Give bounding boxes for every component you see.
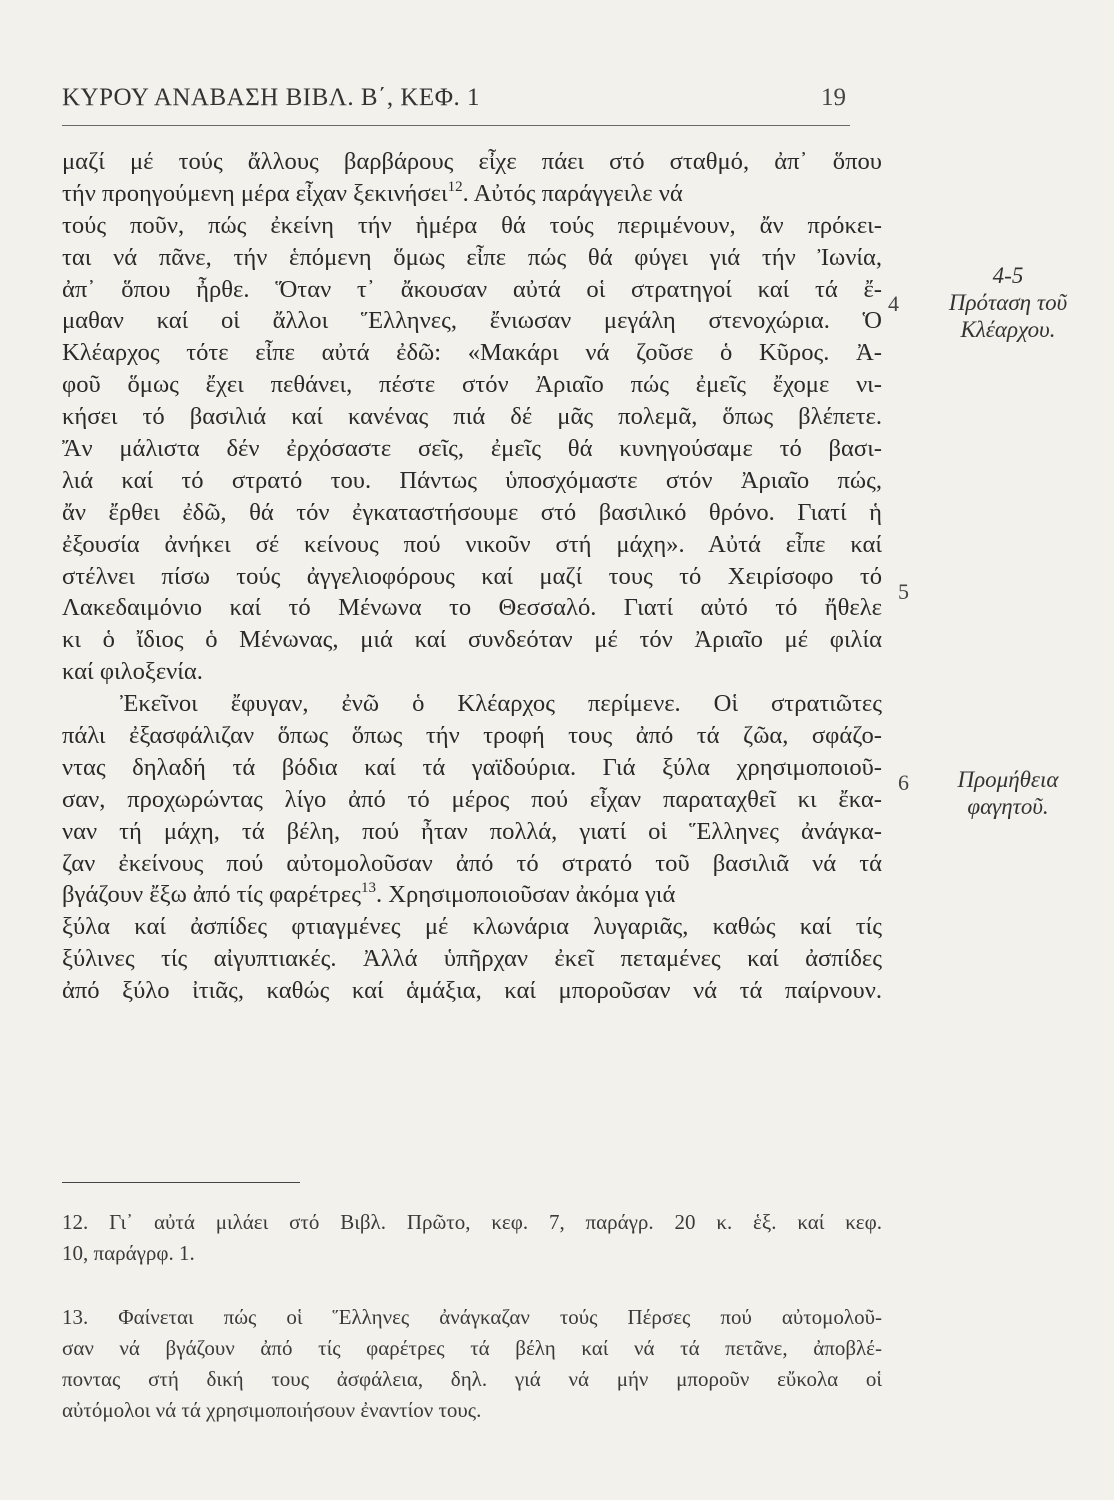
- footnote-line: σαν νά βγάζουν ἀπό τίς φαρέτρες τά βέλη καί νά τά πετᾶνε, ἀποβλέ-: [62, 1336, 882, 1360]
- section-number-6: 6: [898, 770, 909, 795]
- text-line: καί φιλοξενία.: [62, 658, 203, 686]
- text-line: κήσει τό βασιλιά καί κανένας πιά δέ μᾶς πολεμᾶ, ὅπως βλέπετε.: [62, 403, 882, 431]
- text-line: Κλέαρχος τότε εἶπε αὐτά ἐδῶ: «Μακάρι νά ζοῦσε ὁ Κῦρος. Ἀ-: [62, 339, 882, 367]
- footnote-rule: [62, 1182, 300, 1183]
- text-line: κι ὁ ἴδιος ὁ Μένωνας, μιά καί συνδεόταν μέ τόν Ἀριαῖο μέ φιλία: [62, 626, 882, 654]
- section-number-5: 5: [898, 579, 909, 604]
- text-line: Ἐκεῖνοι ἔφυγαν, ἐνῶ ὁ Κλέαρχος περίμενε. Οἱ στρατιῶτες: [120, 690, 882, 718]
- text-line: λιά καί τό στρατό του. Πάντως ὑποσχόμαστε στόν Ἀριαῖο πώς,: [62, 466, 882, 494]
- text-line: ἀπ᾽ ὅπου ἦρθε. Ὅταν τ᾽ ἄκουσαν αὐτά οἱ στρατηγοί καί τά ἔ-: [62, 275, 882, 303]
- text-segment: τήν προηγούμενη μέρα εἶχαν ξεκινήσει: [62, 179, 448, 207]
- text-line: μαθαν καί οἱ ἄλλοι Ἕλληνες, ἔνιωσαν μεγάλη στενοχώρια. Ὁ: [62, 307, 882, 335]
- text-line: ζαν ἐκείνους πού αὐτομολοῦσαν ἀπό τό στρατό τοῦ βασιλιᾶ νά τά: [62, 849, 882, 877]
- margin-note-line: φαγητοῦ.: [967, 794, 1049, 819]
- footnote-line: 10, παράγρφ. 1.: [62, 1241, 195, 1265]
- margin-note-line: Πρόταση τοῦ: [948, 290, 1068, 315]
- text-line: ἀπό ξύλο ἰτιᾶς, καθώς καί ἁμάξια, καί μποροῦσαν νά τά παίρνουν.: [62, 977, 882, 1005]
- text-line: ται νά πᾶνε, τήν ἑπόμενη ὅμως εἶπε πώς θά φύγει γιά τήν Ἰωνία,: [62, 243, 882, 271]
- margin-note-provisions: [928, 766, 1088, 820]
- text-line: τήν προηγούμενη μέρα εἶχαν ξεκινήσει$^{12}$. Αὐτός παράγγειλε νά: [62, 178, 683, 207]
- header-rule: [62, 125, 850, 126]
- text-line: βγάζουν ἔξω ἀπό τίς φαρέτρες$^{13}$. Χρησιμοποιοῦσαν ἀκόμα γιά: [62, 880, 676, 909]
- text-line: πάλι ἐξασφάλιζαν ὅπως ὅπως τήν τροφή τους ἀπό τά ζῶα, σφάζο-: [62, 722, 882, 750]
- text-segment: βγάζουν ἔξω ἀπό τίς φαρέτρες: [62, 881, 361, 909]
- main-text: [62, 146, 882, 1007]
- text-line: ἐξουσία ἀνήκει σέ κείνους πού νικοῦν στή μάχη». Αὐτά εἶπε καί: [62, 530, 882, 558]
- text-line: ναν τή μάχη, τά βέλη, πού ἦταν πολλά, γιατί οἱ Ἕλληνες ἀνάγκα-: [62, 817, 882, 845]
- footnote-line: 13. Φαίνεται πώς οἱ Ἕλληνες ἀνάγκαζαν τούς Πέρσες πού αὐτομολοῦ-: [62, 1305, 882, 1329]
- text-line: μαζί μέ τούς ἄλλους βαρβάρους εἶχε πάει στό σταθμό, ἀπ᾽ ὅπου: [62, 148, 882, 175]
- text-segment: Αὐτός παράγγειλε νά: [473, 179, 683, 207]
- footnote-line: 12. Γι᾽ αὐτά μιλάει στό Βιβλ. Πρῶτο, κεφ. 7, παράγρ. 20 κ. ἑξ. καί κεφ.: [62, 1210, 882, 1234]
- section-number-4: 4: [888, 291, 899, 316]
- footnote-line: ποντας στή δική τους ἀσφάλεια, δηλ. γιά νά μήν μποροῦν εὔκολα οἱ: [62, 1367, 882, 1391]
- margin-note-line: Κλέαρχου.: [960, 317, 1056, 342]
- margin-note-proposal: [928, 262, 1088, 343]
- text-line: Ἄν μάλιστα δέν ἐρχόσαστε σεῖς, ἐμεῖς θά κυνηγούσαμε τό βασι-: [62, 435, 882, 463]
- text-line: ξύλινες τίς αἰγυπτιακές. Ἀλλά ὑπῆρχαν ἐκεῖ πεταμένες καί ἀσπίδες: [62, 945, 882, 973]
- footnote-ref-13: 13: [360, 880, 376, 897]
- page-number: 19: [821, 84, 846, 111]
- text-line: Λακεδαιμόνιο καί τό Μένωνα το Θεσσαλό. Γιατί αὐτό τό ἤθελε: [62, 594, 882, 622]
- text-segment: Χρησιμοποιοῦσαν ἀκόμα γιά: [388, 881, 676, 909]
- text-line: τούς ποῦν, πώς ἐκείνη τήν ἡμέρα θά τούς περιμένουν, ἄν πρόκει-: [62, 211, 882, 239]
- margin-note-line: Προμήθεια: [957, 767, 1059, 792]
- text-line: ἄν ἔρθει ἐδῶ, θά τόν ἐγκαταστήσουμε στό βασιλικό θρόνο. Γιατί ἡ: [62, 498, 882, 526]
- text-line: ξύλα καί ἀσπίδες φτιαγμένες μέ κλωνάρια λυγαριᾶς, καθώς καί τίς: [62, 913, 882, 941]
- text-line: στέλνει πίσω τούς ἀγγελιοφόρους καί μαζί τους τό Χειρίσοφο τό: [62, 562, 882, 590]
- footnote-ref-12: 12: [447, 178, 463, 195]
- text-line: ντας δηλαδή τά βόδια καί τά γαϊδούρια. Γιά ξύλα χρησιμοποιοῦ-: [62, 753, 882, 781]
- footnote-13: [62, 1302, 882, 1426]
- footnote-line: αὐτόμολοι νά τά χρησιμοποιήσουν ἐναντίον τους.: [62, 1398, 482, 1422]
- margin-note-range: 4-5: [992, 263, 1024, 288]
- text-line: φοῦ ὅμως ἔχει πεθάνει, πέστε στόν Ἀριαῖο πώς ἐμεῖς ἔχομε νι-: [62, 371, 882, 399]
- header-title: ΚΥΡΟΥ ΑΝΑΒΑΣΗ ΒΙΒΛ. Β΄, ΚΕΦ. 1: [62, 84, 480, 111]
- running-header: [62, 84, 852, 120]
- text-line: σαν, προχωρώντας λίγο ἀπό τό μέρος πού εἶχαν παραταχθεῖ κι ἔκα-: [62, 785, 882, 813]
- footnote-12: [62, 1207, 882, 1269]
